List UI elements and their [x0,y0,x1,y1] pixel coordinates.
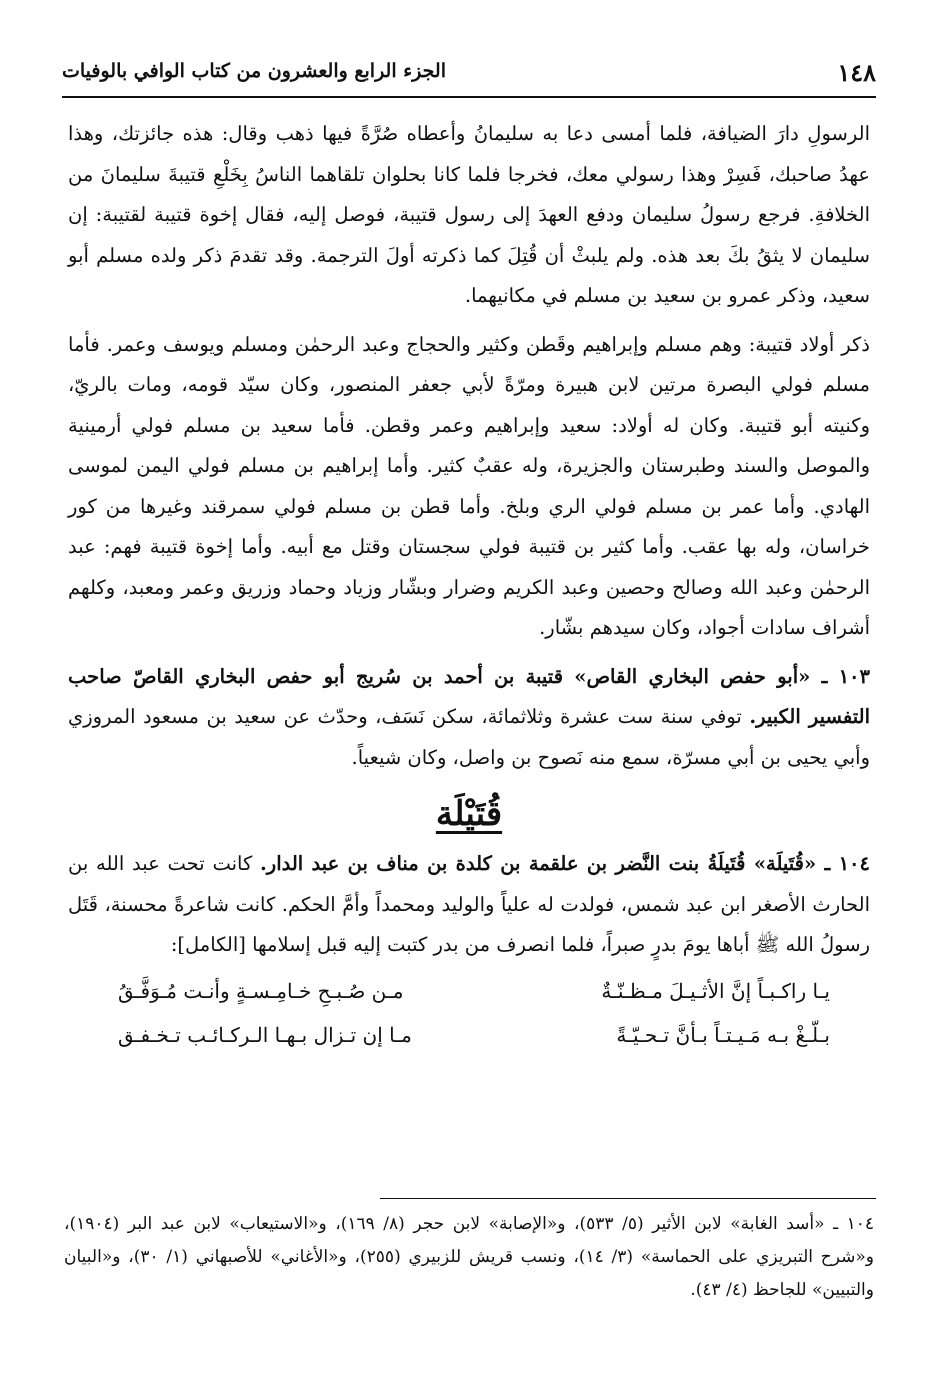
page-number: ١٤٨ [837,58,876,87]
poem-verses [68,970,870,1058]
verse-hemistich-first: بـلّـغْ بـه مَـيـتـاً بـأنَّ تـحـيّـةً [616,1023,830,1048]
section-heading: قُتَيْلَة [435,794,503,834]
verse-line [68,970,870,1014]
page-body [68,114,870,1058]
paragraph-children-of-qutayba: ذكر أولاد قتيبة: وهم مسلم وإبراهيم وقَطن وكثير والحجاج وعبد الرحمٰن ومسلم ويوسف وعمر. فأما مسلم فولي البصرة مرتين لابن هبيرة ومرّةً لأبي جعفر المنصور، وكان سيّد قومه، ومات بالريّ، وكنيته أبو قتيبة. وكان له أولاد: سعيد وإبراهيم وعمر وقطن. فأما سعيد بن مسلم فولي أرمينية والموصل والسند وطبرستان والجزيرة، وله عقبٌ كثير. وأما إبراهيم بن مسلم فولي اليمن لموسى الهادي. وأما عمر بن مسلم فولي الري وبلخ. وأما قطن بن مسلم فولي سمرقند وغيرها من كور خراسان، وله بها عقب. وأما كثير بن قتيبة فولي سجستان وقتل مع أبيه. وأما إخوة قتيبة فهم: عبد الرحمٰن وعبد الله وصالح وحصين وعبد الكريم وضرار وبشّار وزياد وحماد وزريق وعمر ومعبد، وكلهم أشراف سادات أجواد، وكان سيدهم بشّار. [68,332,870,639]
footnote [64,1208,874,1307]
verse-hemistich-second: مـا إن تـزال بـهـا الـركـائـب تـخـفـق [118,1023,412,1048]
entry-103-text: توفي سنة ست عشرة وثلاثمائة، سكن نَسَف، وحدّث عن سعيد بن مسعود المروزي وأبي يحيى بن أبي مسرّة، سمع منه نَصوح بن واصل، وكان شيعياً. [68,705,870,769]
page-header [62,52,876,92]
entry-104 [68,844,870,966]
verse-hemistich-first: يـا راكـبـاً إنَّ الأثـيـلَ مـظـنّـةٌ [601,979,830,1004]
running-title: الجزء الرابع والعشرون من كتاب الوافي بالوفيات [62,60,446,82]
verse-line [68,1014,870,1058]
paragraph-continuation: الرسولِ دارَ الضيافة، فلما أمسى دعا به سليمانُ وأعطاه صُرَّةً فيها ذهب وقال: هذه جائزتك، وهذا عهدُ صاحبك، فَسِرْ وهذا رسولي معك، فخرجا فلما كانا بحلوان تلقاهما الناسُ بِخَلْعِ قتيبةَ سليمانَ من الخلافةِ. فرجع رسولُ سليمان ودفع العهدَ إلى رسول قتيبة، فوصل إليه، فقال إخوة قتيبة لقتيبة: إن سليمان لا يثقُ بكَ بعد هذه. ولم يلبثْ أن قُتِلَ كما ذكرته أولَ الترجمة. وقد تقدمَ ذكر ولده مسلم أبو سعيد، وذكر عمرو بن سعيد بن مسلم في مكانيهما. [68,122,870,307]
entry-103-title: ١٠٣ ـ «أبو حفص البخاري القاص» قتيبة بن أحمد بن سُريج أبو حفص البخاري القاصّ صاحب التفسير الكبير. [68,664,870,728]
entry-104-text: كانت تحت عبد الله بن الحارث الأصغر ابن عبد شمس، فولدت له علياً والوليد ومحمداً وأمَّ الحكم. كانت شاعرةً محسنة، قَتَل رسولُ الله ﷺ أباها يومَ بدرٍ صبراً، فلما انصرف من بدر كتبت إليه قبل إسلامها [الكامل]: [68,852,870,956]
footnote-divider [380,1198,876,1199]
entry-104-title: ١٠٤ ـ «قُتَيلَة» قُتَيلَةُ بنت النَّضر بن علقمة بن كلدة بن مناف بن عبد الدار. [260,852,870,875]
entry-103 [68,657,870,779]
header-divider [62,96,876,98]
footnote-text: ١٠٤ ـ «أسد الغابة» لابن الأثير (٥/ ٥٣٣)، و«الإصابة» لابن حجر (٨/ ١٦٩)، و«الاستيعاب» لابن عبد البر (١٩٠٤)، و«شرح التبريزي على الحماسة» (٣/ ١٤)، ونسب قريش للزبيري (٢٥٥)، و«الأغاني» للأصبهاني (١/ ٣٠)، و«البيان والتبيين» للجاحظ (٤/ ٤٣). [64,1214,874,1300]
verse-hemistich-second: مـن صُـبـحِ خـامِـسـةٍ وأنـت مُـوَفَّـقُ [118,979,404,1004]
